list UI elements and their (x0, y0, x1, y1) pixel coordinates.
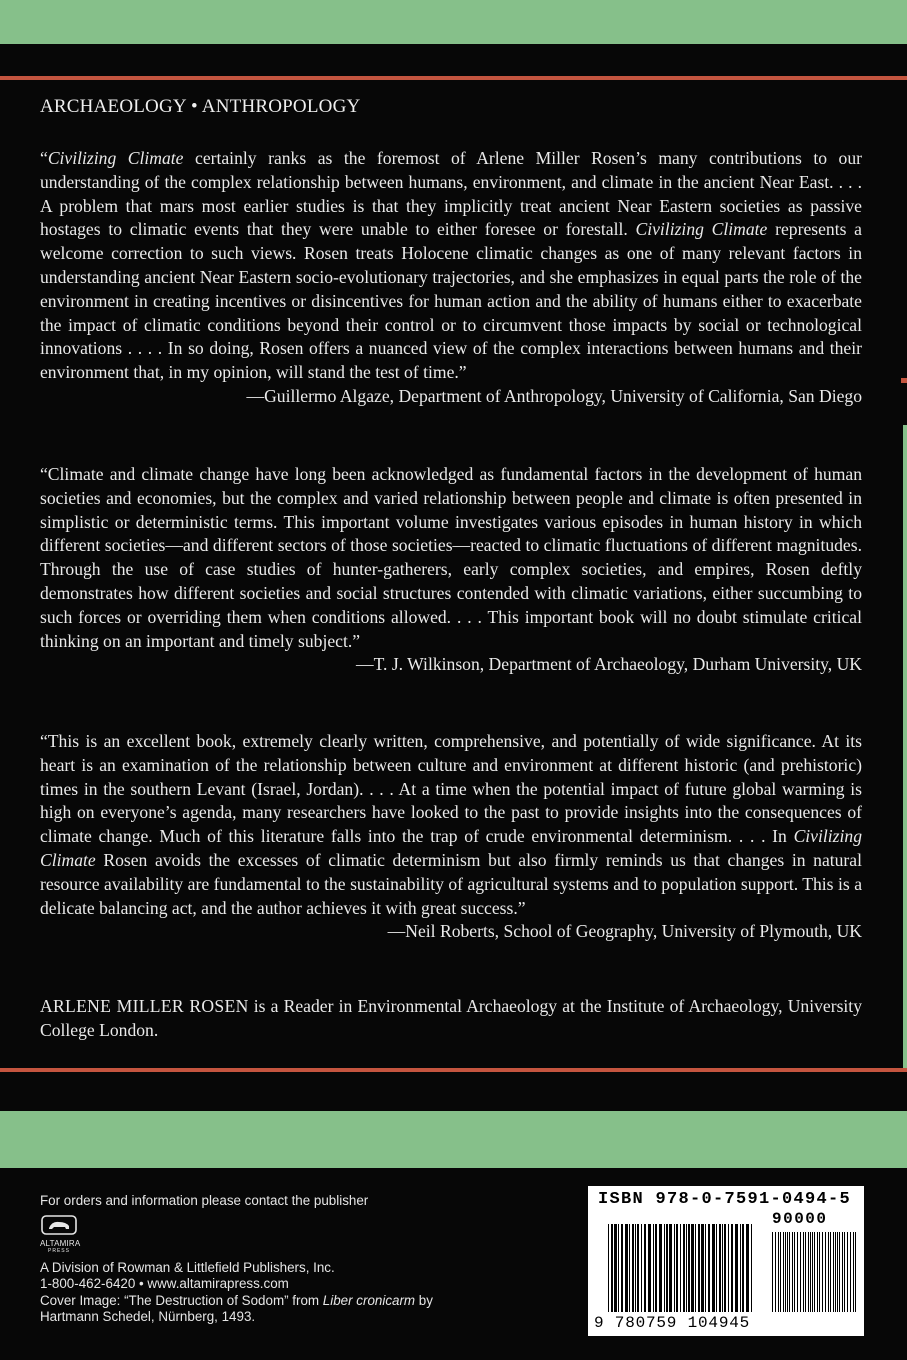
addon-bar (830, 1232, 831, 1312)
barcode-bar (676, 1224, 678, 1312)
quote-text (40, 147, 862, 385)
isbn-barcode (588, 1186, 864, 1336)
addon-bar (828, 1232, 829, 1312)
quote-segment: “ (40, 148, 48, 168)
barcode-bar (740, 1224, 741, 1312)
quote-attribution: —Neil Roberts, School of Geography, University of Plymouth, UK (387, 921, 862, 942)
addon-bar (833, 1232, 834, 1312)
addon-bar (803, 1232, 804, 1312)
quote-text (40, 730, 862, 920)
barcode-bar (648, 1224, 651, 1312)
addon-bar (814, 1232, 815, 1312)
barcode-bar (655, 1224, 657, 1312)
order-contact: For orders and information please contact the publisher (40, 1193, 369, 1208)
barcode-bar (722, 1224, 723, 1312)
addon-bar (780, 1232, 781, 1312)
quote-roberts (40, 730, 862, 944)
addon-bar (819, 1232, 820, 1312)
barcode-bar (644, 1224, 646, 1312)
book-title: Civilizing Climate (47, 148, 184, 168)
addon-bar (792, 1232, 793, 1312)
addon-bar (847, 1232, 848, 1312)
barcode-bar (686, 1224, 687, 1312)
barcode-bar (614, 1224, 617, 1312)
barcode-bar (680, 1224, 681, 1312)
addon-bar (850, 1232, 851, 1312)
barcode-bar (691, 1224, 694, 1312)
addon-bar (817, 1232, 818, 1312)
barcode-bar (608, 1224, 609, 1312)
publisher-division: A Division of Rowman & Littlefield Publishers, Inc. (40, 1259, 335, 1275)
barcode-bar (683, 1224, 685, 1312)
barcode-bar (641, 1224, 642, 1312)
addon-bar (805, 1232, 806, 1312)
barcode-bar (637, 1224, 639, 1312)
addon-bar (810, 1232, 811, 1312)
barcode-bar (664, 1224, 665, 1312)
addon-bar (855, 1232, 856, 1312)
addon-bar (808, 1232, 809, 1312)
barcode-bar (695, 1224, 696, 1312)
addon-bar (800, 1232, 801, 1312)
barcode-bar (731, 1224, 733, 1312)
category-label: ARCHAEOLOGY • ANTHROPOLOGY (40, 96, 361, 117)
logo-name: ALTAMIRA (40, 1239, 81, 1248)
quote-attribution: —T. J. Wilkinson, Department of Archaeology, Durham University, UK (356, 654, 862, 675)
addon-bar (785, 1232, 786, 1312)
addon-bar (844, 1232, 845, 1312)
addon-bar (812, 1232, 813, 1312)
cover-credit-prefix: Cover Image: “The Destruction of Sodom” from (40, 1292, 323, 1308)
barcode-bar (746, 1224, 749, 1312)
addon-bar (853, 1232, 854, 1312)
barcode-bar (719, 1224, 721, 1312)
book-title: Civilizing Climate (635, 219, 768, 240)
barcode-bar (705, 1224, 706, 1312)
barcode-bar (712, 1224, 715, 1312)
quote-segment: represents a welcome correction to such views. Rosen treats Holocene climatic changes as one of many relevant factors in understanding ancient Near Eastern socio-evolutionary trajectories, and she emphasizes in equal parts the role of the environment in creating incentives or disincentives for human action and the ability of humans either to exacerbate the impact of climatic conditions beyond their control or to circumvent those impacts by social or technological innovations . . . . In so doing, Rosen offers a nuanced view of the complex interactions between humans and their environment that, in my opinion, will stand the test of time.” (40, 219, 862, 383)
quote-segment: Rosen avoids the excesses of climatic determinism but also firmly reminds us that changes in natural resource availability are fundamental to the sustainability of agricultural systems and to population support. This is a delicate balancing act, and the author achieves it with great success.” (40, 849, 862, 918)
barcode-bar (751, 1224, 752, 1312)
quote-segment: certainly ranks as the foremost of Arlene Miller Rosen’s many contributions to our understanding of the complex relationship between humans, environment, and climate in the ancient Near East. . . . A problem that mars most earlier studies is that they implicitly treat ancient Near Eastern societies as passive hostages to climatic events that they were unable to either foresee or forestall. (40, 148, 862, 240)
addon-bar (783, 1232, 784, 1312)
addon-bar (794, 1232, 795, 1312)
barcode-bar (701, 1224, 704, 1312)
cover-credit (40, 1293, 560, 1310)
addon-bar (775, 1232, 776, 1312)
isbn-text: ISBN 978-0-7591-0494-5 (598, 1190, 852, 1209)
publisher-phone-web: 1-800-462-6420 • www.altamirapress.com (40, 1276, 289, 1291)
top-red-rule (0, 76, 907, 80)
cover-credit-line2: Hartmann Schedel, Nürnberg, 1493. (40, 1309, 256, 1324)
middle-green-band (0, 1111, 907, 1168)
barcode-bar (688, 1224, 690, 1312)
barcode-bar (625, 1224, 628, 1312)
barcode-bar (653, 1224, 654, 1312)
price-addon-number: 90000 (772, 1210, 828, 1228)
cover-credit-suffix: by (415, 1292, 433, 1308)
quote-wilkinson (40, 463, 862, 677)
addon-bar (835, 1232, 836, 1312)
book-title: Civilizing Climate (40, 826, 862, 870)
author-bio-text: is a Reader in Environmental Archaeology at the Institute of Archaeology, University College London. (40, 996, 862, 1040)
barcode-bar (618, 1224, 619, 1312)
barcode-bar (666, 1224, 668, 1312)
cover-credit-title: Liber cronicarm (322, 1292, 416, 1308)
barcode-bar (716, 1224, 717, 1312)
top-green-band (0, 0, 907, 44)
quote-segment: “This is an excellent book, extremely clearly written, comprehensive, and potentially of wide significance. At its heart is an examination of the relationship between culture and environment at different historic (and prehistoric) times in the southern Levant (Israel, Jordan). . . . At a time when the potential impact of future global warming is high on everyone’s agenda, many researchers have looked to the past to provide insights into the consequences of climate change. Much of this literature falls into the trap of crude environmental determinism. . . . In (40, 731, 862, 847)
barcode-bar (629, 1224, 630, 1312)
barcode-bar (611, 1224, 613, 1312)
addon-bar (789, 1232, 790, 1312)
quote-attribution: —Guillermo Algaze, Department of Anthropology, University of California, San Diego (246, 385, 862, 406)
barcode-bar (669, 1224, 672, 1312)
addon-bar (825, 1232, 826, 1312)
logo-press: PRESS (48, 1248, 70, 1254)
addon-bar (778, 1232, 779, 1312)
side-green-strip (903, 425, 907, 1068)
barcode-bar (635, 1224, 636, 1312)
barcode-bar (735, 1224, 738, 1312)
barcode-bar (708, 1224, 710, 1312)
barcode-bar (674, 1224, 675, 1312)
addon-bar (837, 1232, 838, 1312)
addon-bar (842, 1232, 843, 1312)
barcode-bar (698, 1224, 700, 1312)
barcode-bar (742, 1224, 744, 1312)
addon-bar (797, 1232, 798, 1312)
barcode-bar (728, 1224, 729, 1312)
publisher-info (40, 1193, 560, 1326)
addon-bar (822, 1232, 823, 1312)
barcode-bar (621, 1224, 623, 1312)
barcode-bar (659, 1224, 662, 1312)
bottom-red-rule (0, 1068, 907, 1072)
quote-segment: “Climate and climate change have long been acknowledged as fundamental factors in the development of human societies and economies, but the complex and varied relationship between people and climate is often presented in simplistic or deterministic terms. This important volume investigates various episodes in human history in which different societies—and different sectors of those societies—reacted to climatic fluctuations of different magnitudes. Through the use of case studies of hunter-gatherers, early complex societies, and empires, Rosen deftly demonstrates how different societies and social structures contended with climatic variations, either succumbing to such forces or overriding them when conditions allowed. . . . This important book will no doubt stimulate critical thinking on an important and timely subject.” (40, 464, 862, 651)
author-name: ARLENE MILLER ROSEN (40, 996, 249, 1016)
ean-number: 9 780759 104945 (594, 1314, 751, 1332)
barcode-bar (724, 1224, 726, 1312)
altamira-logo-icon (40, 1214, 78, 1236)
addon-bar (787, 1232, 788, 1312)
quote-text (40, 463, 862, 653)
side-red-tick (901, 378, 907, 383)
quote-algaze (40, 147, 862, 409)
altamira-logo (40, 1214, 88, 1254)
addon-bar (839, 1232, 840, 1312)
addon-bar (772, 1232, 773, 1312)
author-bio (40, 995, 862, 1043)
barcode-bar (632, 1224, 634, 1312)
